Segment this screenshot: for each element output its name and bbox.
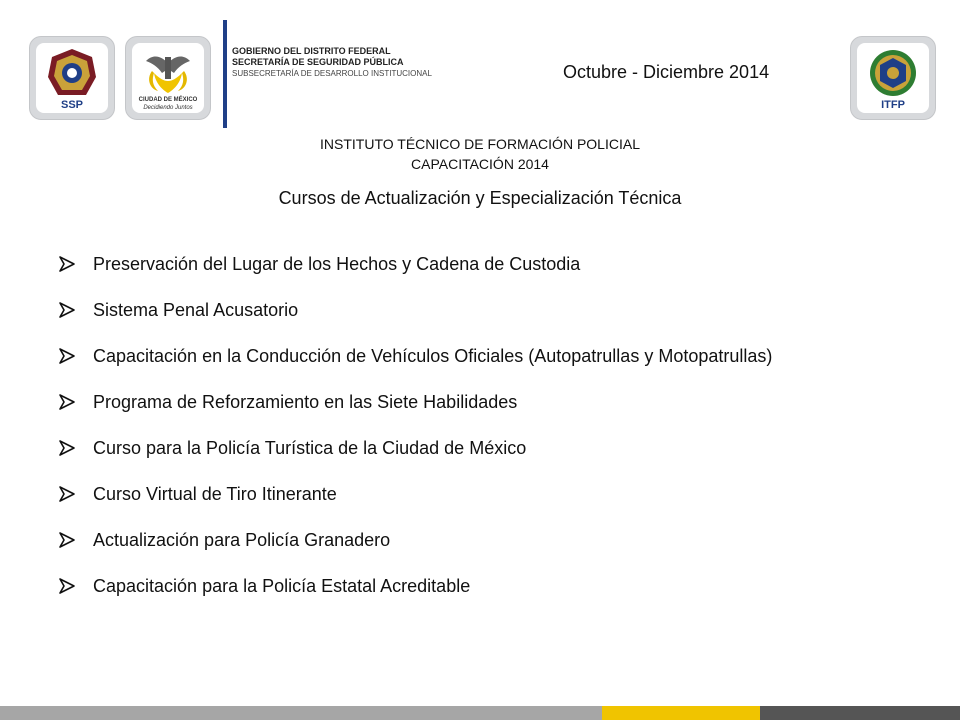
course-label: Curso para la Policía Turística de la Ciudad de México: [93, 438, 527, 458]
list-item: [57, 299, 902, 322]
arrow-bullet-icon: [57, 392, 77, 412]
course-label: Preservación del Lugar de los Hechos y Cadena de Custodia: [93, 254, 581, 274]
gov-line-3: SUBSECRETARÍA DE DESARROLLO INSTITUCIONAL: [232, 69, 432, 78]
course-label: Capacitación en la Conducción de Vehículos Oficiales (Autopatrullas y Motopatrullas): [93, 346, 773, 366]
list-item: [57, 437, 902, 460]
course-label: Actualización para Policía Granadero: [93, 530, 391, 550]
list-item: [57, 529, 902, 552]
cdmx-logo-tagline: Decidiendo Juntos: [143, 105, 193, 111]
arrow-bullet-icon: [57, 530, 77, 550]
institute-name: INSTITUTO TÉCNICO DE FORMACIÓN POLICIAL: [320, 136, 640, 152]
cdmx-logo-label: CIUDAD DE MÉXICO: [138, 97, 198, 103]
program-name: CAPACITACIÓN 2014: [411, 156, 549, 172]
course-label: Sistema Penal Acusatorio: [93, 300, 299, 320]
period-label: Octubre - Diciembre 2014: [563, 62, 770, 82]
list-item: [57, 253, 902, 276]
itfp-logo-label: ITFP: [881, 99, 905, 111]
arrow-bullet-icon: [57, 438, 77, 458]
header-divider: [223, 20, 227, 128]
arrow-bullet-icon: [57, 346, 77, 366]
list-item: [57, 483, 902, 506]
government-header: [232, 46, 432, 79]
course-label: Curso Virtual de Tiro Itinerante: [93, 484, 337, 504]
list-item: [57, 575, 902, 598]
page-subtitle: Cursos de Actualización y Especialización Técnica: [278, 188, 682, 208]
itfp-logo: [850, 36, 936, 120]
institute-header: [0, 134, 960, 174]
course-label: Programa de Reforzamiento en las Siete Habilidades: [93, 392, 518, 412]
ssp-logo: [29, 36, 115, 120]
arrow-bullet-icon: [57, 300, 77, 320]
ssp-logo-label: SSP: [60, 99, 83, 111]
course-label: Capacitación para la Policía Estatal Acreditable: [93, 576, 471, 596]
footer-bar-yellow: [602, 706, 760, 720]
course-list: [57, 253, 902, 621]
cdmx-logo: [125, 36, 211, 120]
arrow-bullet-icon: [57, 576, 77, 596]
arrow-bullet-icon: [57, 484, 77, 504]
footer-bar-gray: [0, 706, 602, 720]
gov-line-1: GOBIERNO DEL DISTRITO FEDERAL: [232, 46, 391, 56]
list-item: [57, 345, 902, 368]
gov-line-2: SECRETARÍA DE SEGURIDAD PÚBLICA: [232, 57, 404, 67]
list-item: [57, 391, 902, 414]
arrow-bullet-icon: [57, 254, 77, 274]
footer-bar-dark: [760, 706, 960, 720]
